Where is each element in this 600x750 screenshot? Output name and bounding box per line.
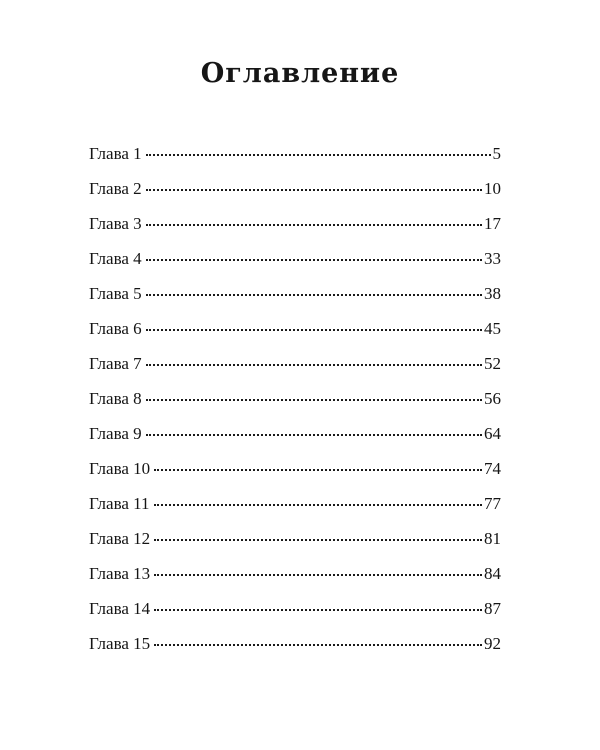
toc-entry [89,459,501,494]
dot-leader [146,329,482,331]
toc-entry [89,599,501,634]
toc-entry [89,424,501,459]
page-number: 45 [484,319,501,338]
page-number: 81 [484,529,501,548]
page-number: 77 [484,494,501,513]
page-number: 84 [484,564,501,583]
table-of-contents [89,144,501,669]
chapter-label: Глава 15 [89,634,151,653]
dot-leader [154,644,482,646]
chapter-label: Глава 7 [89,354,142,373]
dot-leader [154,609,482,611]
page-number: 38 [484,284,501,303]
page-number: 5 [492,144,501,163]
toc-entry [89,529,501,564]
page-title: Оглавление [200,58,400,89]
toc-entry [89,144,501,179]
toc-entry [89,564,501,599]
dot-leader [146,364,482,366]
toc-entry [89,284,501,319]
dot-leader [146,224,482,226]
toc-entry [89,179,501,214]
chapter-label: Глава 13 [89,564,151,583]
toc-entry [89,354,501,389]
chapter-label: Глава 2 [89,179,142,198]
page-number: 92 [484,634,501,653]
dot-leader [146,154,491,156]
page-number: 56 [484,389,501,408]
toc-entry [89,214,501,249]
chapter-label: Глава 11 [89,494,150,513]
chapter-label: Глава 9 [89,424,142,443]
page-number: 10 [484,179,501,198]
dot-leader [154,539,482,541]
chapter-label: Глава 3 [89,214,142,233]
page-number: 33 [484,249,501,268]
chapter-label: Глава 14 [89,599,151,618]
dot-leader [154,504,482,506]
page-number: 87 [484,599,501,618]
dot-leader [146,259,482,261]
page-number: 17 [484,214,501,233]
dot-leader [154,574,482,576]
toc-entry [89,319,501,354]
chapter-label: Глава 10 [89,459,151,478]
chapter-label: Глава 4 [89,249,142,268]
chapter-label: Глава 12 [89,529,151,548]
chapter-label: Глава 1 [89,144,142,163]
toc-entry [89,494,501,529]
dot-leader [146,294,482,296]
page-number: 52 [484,354,501,373]
dot-leader [146,399,482,401]
chapter-label: Глава 5 [89,284,142,303]
chapter-label: Глава 8 [89,389,142,408]
dot-leader [154,469,482,471]
toc-entry [89,634,501,669]
chapter-label: Глава 6 [89,319,142,338]
dot-leader [146,434,482,436]
dot-leader [146,189,482,191]
page-number: 64 [484,424,501,443]
page-number: 74 [484,459,501,478]
toc-entry [89,249,501,284]
toc-entry [89,389,501,424]
